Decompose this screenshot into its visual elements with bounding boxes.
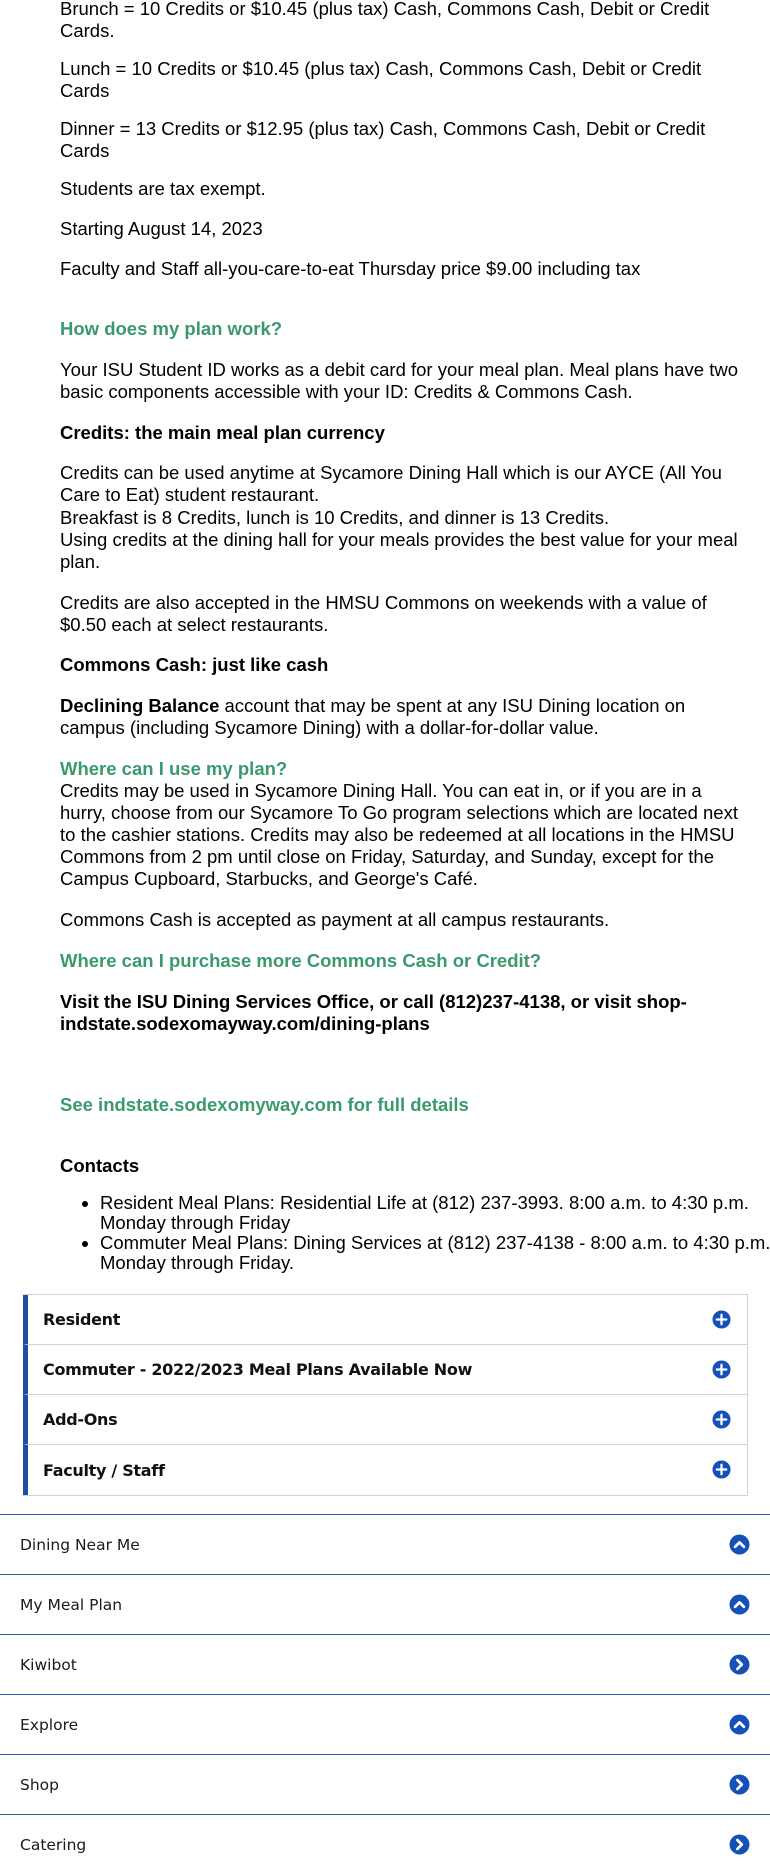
plan-intro: Your ISU Student ID works as a debit card for your meal plan. Meal plans have two basic components accessible with your ID: Credits & Commons Cash. — [60, 359, 738, 402]
lunch-price: Lunch = 10 Credits or $10.45 (plus tax) Cash, Commons Cash, Debit or Credit Cards — [60, 58, 702, 101]
where-use-heading: Where can I use my plan? — [60, 758, 288, 779]
accordion-label: Resident — [43, 1310, 121, 1329]
footer-nav-item-kiwibot[interactable] — [0, 1634, 770, 1694]
chevron-up-icon[interactable] — [729, 1594, 750, 1615]
footer-nav-label: Catering — [20, 1835, 87, 1854]
footer-nav-label: Explore — [20, 1715, 79, 1734]
credits-line-2: Breakfast is 8 Credits, lunch is 10 Credits, and dinner is 13 Credits. — [60, 507, 610, 528]
credits-line-1: Credits can be used anytime at Sycamore Dining Hall which is our AYCE (All You Care to Eat) student restaurant. — [60, 462, 722, 505]
footer-nav-label: My Meal Plan — [20, 1595, 123, 1614]
declining-balance-text — [60, 695, 750, 739]
credits-line-3: Using credits at the dining hall for your meals provides the best value for your meal plan. — [60, 529, 738, 572]
footer-nav-item-explore[interactable] — [0, 1694, 770, 1754]
dinner-price: Dinner = 13 Credits or $12.95 (plus tax) Cash, Commons Cash, Debit or Credit Cards — [60, 118, 706, 161]
where-use-body: Credits may be used in Sycamore Dining Hall. You can eat in, or if you are in a hurry, choose from our Sycamore To Go program selections which are located next to the cashier stations. Credits may also be redeemed at all locations in the HMSU Commons from 2 pm until close on Friday, Saturday, and Sunday, except for the Campus Cupboard, Starbucks, and George's Café. — [60, 780, 738, 889]
starting-date: Starting August 14, 2023 — [60, 218, 263, 239]
accordion-item-faculty-staff[interactable] — [23, 1445, 747, 1495]
plus-circle-icon[interactable] — [712, 1310, 731, 1329]
contact-item-commuter: • Commuter Meal Plans: Dining Services at (812) 237-4138 - 8:00 a.m. to 4:30 p.m. Monday through Friday. — [100, 1233, 770, 1273]
purchase-body: Visit the ISU Dining Services Office, or call (812)237-4138, or visit shop-indstate.sodexomayway.com/dining-plans — [60, 991, 687, 1034]
footer-nav-label: Dining Near Me — [20, 1535, 140, 1554]
chevron-right-icon[interactable] — [729, 1654, 750, 1675]
footer-nav-item-shop[interactable] — [0, 1754, 770, 1814]
credits-heading: Credits: the main meal plan currency — [60, 422, 385, 443]
footer-nav-item-catering[interactable] — [0, 1814, 770, 1874]
meal-plan-accordion — [23, 1294, 748, 1496]
plus-circle-icon[interactable] — [712, 1360, 731, 1379]
chevron-right-icon[interactable] — [729, 1834, 750, 1855]
see-details-link[interactable]: See indstate.sodexomyway.com for full details — [60, 1094, 469, 1115]
purchase-heading: Where can I purchase more Commons Cash or Credit? — [60, 950, 542, 971]
tax-exempt-note: Students are tax exempt. — [60, 178, 266, 199]
how-plan-works-heading: How does my plan work? — [60, 318, 283, 339]
footer-nav-item-my-meal-plan[interactable] — [0, 1574, 770, 1634]
accordion-item-commuter[interactable] — [23, 1345, 747, 1395]
brunch-price: Brunch = 10 Credits or $10.45 (plus tax) Cash, Commons Cash, Debit or Credit Cards. — [60, 0, 710, 41]
chevron-right-icon[interactable] — [729, 1774, 750, 1795]
faculty-price: Faculty and Staff all-you-care-to-eat Thursday price $9.00 including tax — [60, 258, 641, 279]
contacts-heading: Contacts — [60, 1155, 140, 1176]
accordion-label: Commuter - 2022/2023 Meal Plans Available Now — [43, 1360, 473, 1379]
chevron-up-icon[interactable] — [729, 1714, 750, 1735]
accordion-item-resident[interactable] — [23, 1295, 747, 1345]
commons-cash-note: Commons Cash is accepted as payment at all campus restaurants. — [60, 909, 610, 930]
accordion-item-add-ons[interactable] — [23, 1395, 747, 1445]
commons-cash-heading: Commons Cash: just like cash — [60, 654, 329, 675]
accordion-label: Faculty / Staff — [43, 1460, 165, 1480]
footer-nav — [0, 1514, 770, 1874]
chevron-up-icon[interactable] — [729, 1534, 750, 1555]
declining-balance-label: Declining Balance — [60, 695, 220, 716]
plus-circle-icon[interactable] — [712, 1410, 731, 1429]
footer-nav-item-dining-near-me[interactable] — [0, 1514, 770, 1574]
declining-balance-description: account that may be spent at any ISU Dining location on campus (including Sycamore Dining) with a dollar-for-dollar value. — [60, 695, 686, 738]
plus-circle-icon[interactable] — [712, 1460, 731, 1479]
contacts-list — [60, 1193, 770, 1273]
contact-item-resident: • Resident Meal Plans: Residential Life at (812) 237-3993. 8:00 a.m. to 4:30 p.m. Monday through Friday — [100, 1193, 770, 1233]
credits-hmsu-note: Credits are also accepted in the HMSU Commons on weekends with a value of $0.50 each at select restaurants. — [60, 592, 707, 635]
accordion-label: Add-Ons — [43, 1410, 118, 1429]
footer-nav-label: Shop — [20, 1775, 59, 1794]
footer-nav-label: Kiwibot — [20, 1655, 77, 1674]
